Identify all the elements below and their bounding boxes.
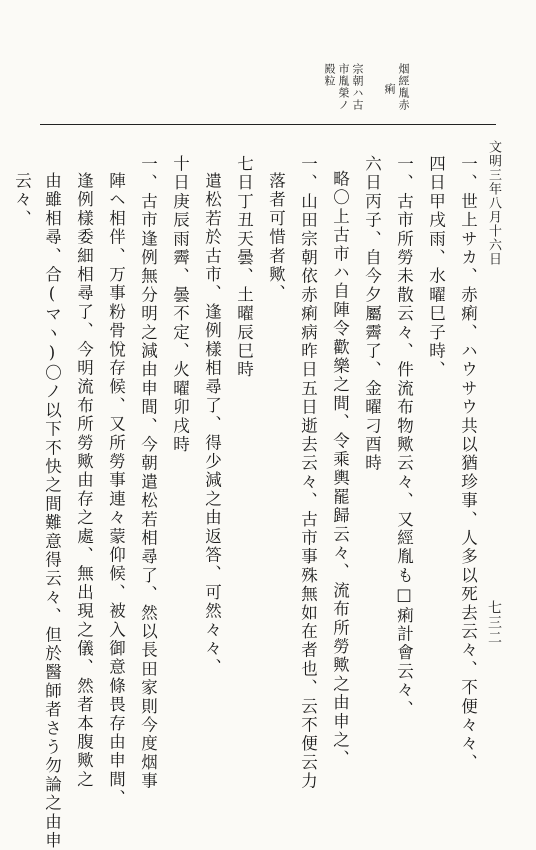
text-line: 略〇上古市ハ自陣令歡樂之間、令乘輿罷歸云々、流布所勞歟之由申之、	[330, 170, 350, 769]
text-line: 一、山田宗朝依赤痢病昨日五日逝去云々、古市事殊無如在者也、云不便云力	[298, 155, 318, 791]
page-number: 七三二	[486, 600, 502, 645]
text-line: 十日庚辰雨霽、曇不定、火曜卯戌時	[170, 155, 190, 455]
header-rule	[40, 124, 496, 125]
header-note: 宗朝ハ古	[351, 63, 364, 111]
text-line: 逢例樣委細相尋了、今明流布所勞歟由存之處、無出現之儀、然者本腹歟之	[74, 172, 94, 790]
text-line: 陣ヘ相伴、万事粉骨悅存候、又所勞事連々蒙仰候、被入御意條畏存由申間、	[106, 172, 126, 808]
text-line: 一、世上サカ、赤痢、ハウサウ共以猶珍事、人多以死去云々、不便々々、	[458, 155, 478, 773]
text-line: 一、古市所勞未散云々、件流布物歟云々、又經胤も□痢計會云々、	[394, 155, 414, 719]
text-line: 落者可惜者歟、	[266, 172, 286, 303]
text-line: 四日甲戌雨、水曜巳子時、	[426, 155, 446, 380]
text-line: 一、古市逢例無分明之減由申間、今朝遣松若相尋了、然以長田家則今度烟事	[138, 155, 158, 791]
text-line: 六日丙子、自今夕屬霽了、金曜刁酉時	[362, 155, 382, 473]
header-note: 痢	[383, 83, 396, 95]
text-line: 云々、	[12, 172, 32, 229]
text-line: 遣松若於古市、逢例樣相尋了、得少減之由返答、可然々々、	[202, 172, 222, 677]
entry-date-header: 文明三年八月十六日	[486, 140, 501, 266]
header-note: 殿粒	[323, 63, 336, 87]
header-note: 市胤榮ノ	[337, 63, 350, 111]
text-line: 七日丁丑天曇、土曜辰巳時	[234, 155, 254, 380]
header-note: 烟經胤赤	[397, 63, 410, 111]
text-line: 由雖相尋、合(マヽ)〇ノ以下不快之間難意得云々、但於醫師者さう勿論之由申	[42, 172, 62, 850]
